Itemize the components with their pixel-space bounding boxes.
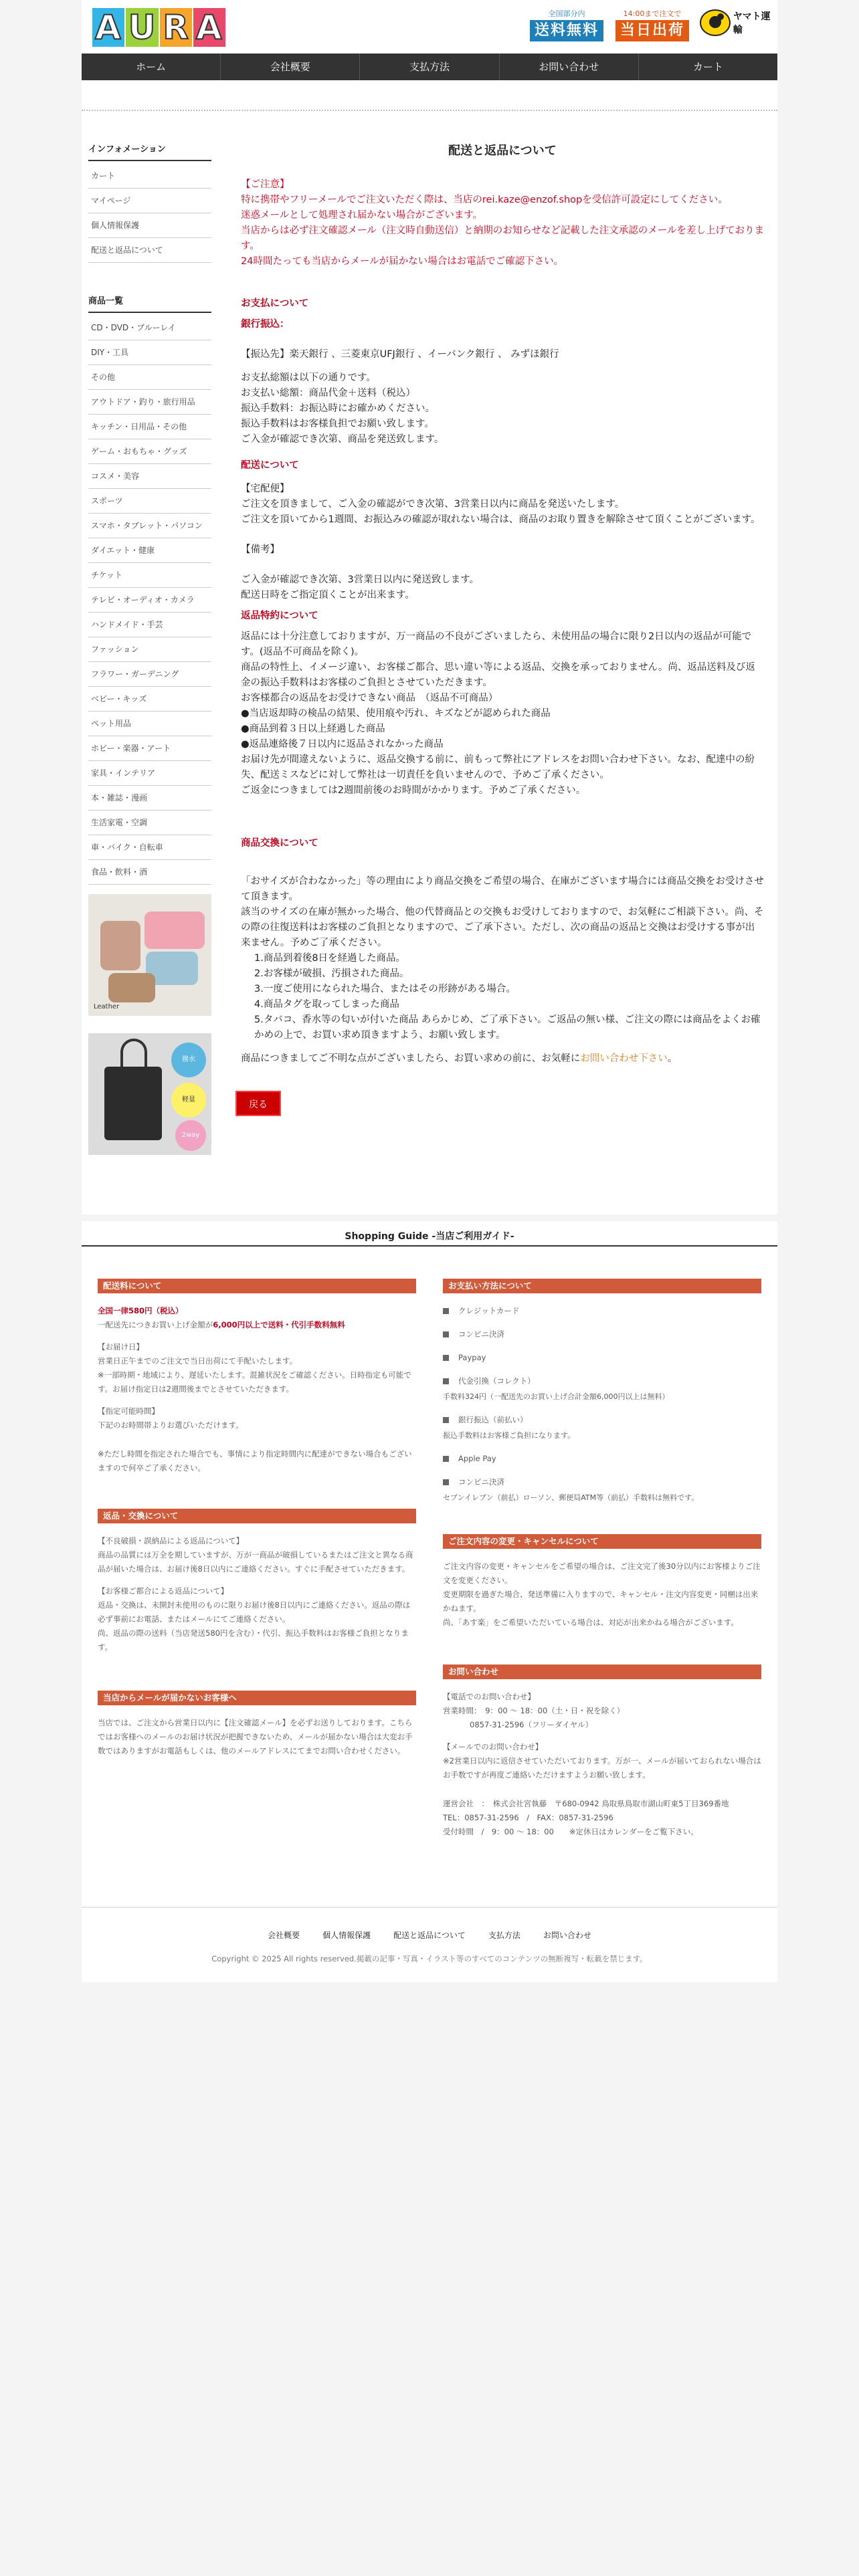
sidebar-item-category[interactable]: ペット用品 [88, 712, 211, 736]
returns-line: ●商品到着３日以上経過した商品 [241, 724, 385, 734]
shipping-line: ご注文を頂きまして、ご入金の確認ができ次第、3営業日以内に商品を発送いたします。 [241, 499, 625, 510]
spacer [241, 1043, 764, 1051]
time-heading: 【指定可能時間】 [98, 1406, 159, 1416]
shipping-rate: 全国一律580円（税込） [98, 1306, 183, 1315]
guide-cancel [443, 1534, 761, 1630]
site-logo[interactable] [92, 8, 225, 47]
back-button[interactable]: 戻る [235, 1091, 281, 1116]
payment-label: Paypay [458, 1353, 486, 1362]
promo-badge: 軽量 [171, 1083, 206, 1117]
phone-number[interactable]: 0857-31-2596（フリーダイヤル） [470, 1720, 593, 1729]
cancel-text: 尚、「あす楽」をご希望いただいている場合は、対応が出来かねる場合がございます。 [443, 1618, 739, 1627]
section-title-payment: お支払について [241, 298, 309, 309]
spacer [443, 1782, 761, 1797]
spacer [241, 798, 764, 825]
tel-fax: TEL：0857-31-2596 / FAX：0857-31-2596 [443, 1813, 613, 1822]
sidebar-item-category[interactable]: チケット [88, 563, 211, 588]
guide-title: Shopping Guide -当店ご利用ガイド- [82, 1229, 777, 1247]
payment-method [443, 1374, 761, 1404]
badge-label: ヤマト運輸 [733, 11, 771, 35]
logo-letter: U [126, 8, 159, 47]
mail-note: ※2営業日以内に返信させていただいております。万が一、メールが届いておられない場合はお手数ですが再度ご連絡いただけますようお願い致します。 [443, 1756, 761, 1780]
spacer [241, 332, 764, 347]
sidebar-item-category[interactable]: 生活家電・空調 [88, 811, 211, 835]
sidebar-item-category[interactable]: スマホ・タブレット・パソコン [88, 514, 211, 538]
badge-caption: 14:00まで注文で [623, 9, 682, 18]
spacer [241, 851, 764, 866]
note-line: ご入金が確認でき次第、3営業日以内に発送致します。 [241, 574, 480, 585]
sidebar-item-category[interactable]: CD・DVD・ブルーレイ [88, 316, 211, 340]
spacer [241, 528, 764, 542]
guide-cancel-title: ご注文内容の変更・キャンセルについて [443, 1534, 761, 1549]
exchange-line: 該当のサイズの在庫が無かった場合、他の代替商品との交換もお受けしておりますので、お気軽にご相談下さい。尚、その際の往復送料はお客様のご負担となりますので、ご了承下さい。ただし、次の商品の返品と交換はお受けする事が出来ません。予めご了承ください。 [241, 907, 764, 948]
exchange-item: 1.商品到着後8日を経過した商品。 [254, 953, 406, 964]
payment-method [443, 1351, 761, 1365]
customer-return-text: 返品・交換は、未開封未使用のものに限りお届け後8日以内にご連絡ください。返品の際は必ず事前にお電話、またはメールにてご連絡ください。 [98, 1600, 411, 1624]
promo-image-pouches[interactable] [88, 894, 211, 1016]
delivery-date-heading: 【お届け日】 [98, 1342, 144, 1352]
notice-line: 当店からは必ず注文確認メール（注文時自動送信）と納期のお知らせなど記載した注文承認のメールを差し上げております。 [241, 225, 764, 251]
payment-label: コンビニ決済 [458, 1477, 504, 1487]
spacer [241, 624, 764, 629]
main-nav [82, 53, 777, 80]
nav-home[interactable]: ホーム [82, 53, 221, 80]
site-header [82, 0, 777, 104]
section-title-exchange: 商品交換について [241, 838, 318, 849]
guide-mail-title: 当店からメールが届かないお客様へ [98, 1691, 416, 1705]
delivery-date-text: 営業日正午までのご注文で当日出荷にて手配いたします。 [98, 1356, 298, 1366]
defect-text: 商品の品質には万全を期していますが、万が一商品が破損しているまたはご注文と異なる商品が届いた場合は、お届け後8日以内にご連絡ください。すぐに手配させていただきます。 [98, 1550, 413, 1574]
section-title-returns: 返品特約について [241, 611, 318, 621]
pouch-shape [100, 921, 140, 970]
sidebar-item-category[interactable]: テレビ・オーディオ・カメラ [88, 588, 211, 613]
contact-link[interactable]: お問い合わせ下さい [580, 1053, 668, 1064]
spacer [241, 825, 764, 836]
spacer [241, 270, 764, 296]
spacer [98, 1576, 416, 1584]
footer-link-shipping[interactable]: 配送と返品について [393, 1931, 466, 1940]
sidebar-item-cart[interactable]: カート [88, 164, 211, 189]
dotted-divider [82, 110, 777, 111]
mail-heading: 【メールでのお問い合わせ】 [443, 1742, 543, 1751]
sidebar [88, 142, 211, 1155]
returns-line: 商品の特性上、イメージ違い、お客様ご都合、思い違い等による返品、交換を承っておりません。尚、返品送料及び返金の振込手数料はお客様のご負担とさせていただきます。 [241, 662, 755, 688]
customer-return-heading: 【お客様ご都合による返品について】 [98, 1586, 229, 1596]
sidebar-item-category[interactable]: 車・バイク・自転車 [88, 835, 211, 860]
bullet-icon [443, 1355, 449, 1361]
payment-method [443, 1452, 761, 1466]
bank-accounts: 【振込先】楽天銀行 、三菱東京UFJ銀行 、イーバンク銀行 、 みずほ銀行 [241, 349, 559, 360]
footer-links [82, 1929, 777, 1941]
company-info: 運営会社 ： 株式会社宮執藤 〒680-0942 鳥取県鳥取市湖山町東5丁目369番地 [443, 1799, 729, 1808]
spacer [88, 263, 211, 294]
note-title: 【備考】 [241, 544, 280, 555]
guide-right-column [443, 1279, 761, 1862]
spacer [241, 558, 764, 572]
yamato-badge [700, 9, 777, 36]
spacer [241, 866, 764, 874]
badge-label: 当日出荷 [615, 20, 689, 41]
spacer [241, 473, 764, 481]
same-day-badge [614, 9, 690, 41]
convenience-note: セブンイレブン（前払）ローソン、郵便局ATM等（前払）手数料は無料です。 [443, 1493, 699, 1502]
spacer [241, 447, 764, 458]
payment-method [443, 1327, 761, 1341]
sidebar-item-category[interactable]: フラワー・ガーデニング [88, 662, 211, 687]
payment-label: 銀行振込（前払い） [458, 1415, 528, 1424]
delivery-date-text: ※一部時期・地域により、遅延いたします。混雑状況をご確認ください。日時指定も可能です。お届け指定日は2週間後までとさせていただきます。 [98, 1370, 411, 1394]
sidebar-item-category[interactable]: ファッション [88, 637, 211, 662]
bullet-icon [443, 1479, 449, 1485]
sidebar-category-title: 商品一覧 [88, 294, 211, 313]
notice-line: 【ご注意】 [241, 179, 290, 190]
bullet-icon [443, 1308, 449, 1314]
badge-caption: 全国部分内 [548, 9, 585, 18]
sidebar-item-category[interactable]: コスメ・美容 [88, 464, 211, 489]
sidebar-item-category[interactable]: 食品・飲料・酒 [88, 860, 211, 885]
exchange-line: 「おサイズが合わなかった」等の理由により商品交換をご希望の場合、在庫がございます場合には商品交換をお受けさせて頂きます。 [241, 876, 764, 902]
payment-label: コンビニ決済 [458, 1329, 504, 1339]
sidebar-item-category[interactable]: ホビー・楽器・アート [88, 736, 211, 761]
site-footer [82, 1907, 777, 1982]
customer-return-text: 尚、返品の際の送料（当店発送580円を含む）・代引、振込手数料はお客様ご負担となります。 [98, 1628, 409, 1652]
phone-hours: 営業時間： 9：00 ～ 18：00（土・日・祝を除く） [443, 1706, 625, 1715]
payment-method [443, 1475, 761, 1505]
footer-link-privacy[interactable]: 個人情報保護 [322, 1931, 371, 1940]
defect-heading: 【不良破損・誤納品による返品について】 [98, 1536, 244, 1545]
payment-method [443, 1413, 761, 1442]
guide-shipping-title: 配送料について [98, 1279, 416, 1293]
payment-label: 代金引換（コレクト） [458, 1376, 535, 1386]
main-area [82, 104, 777, 1214]
bullet-icon [443, 1456, 449, 1462]
bag-shape [104, 1067, 162, 1140]
business-hours: 受付時間 / 9：00 ～ 18：00 ※定休日はカレンダーをご覧下さい。 [443, 1827, 698, 1836]
returns-line: ご返金につきましては2週間前後のお時間がかかります。予めご了承ください。 [241, 785, 586, 796]
shopping-guide [82, 1221, 777, 1906]
mail-text: 当店では、ご注文から営業日以内に【注文確認メール】を必ずお送りしております。こちらではお客様へのメールのお届け状況が把握できないため、メールが届かない場合は大変お手数ではありますがお電話もしくは、他のメールアドレスにてまでお問い合わせください。 [98, 1718, 413, 1755]
sidebar-item-privacy[interactable]: 個人情報保護 [88, 213, 211, 238]
guide-shipping [98, 1279, 416, 1475]
cancel-text: 変更期限を過ぎた場合、発送準備に入りますので、キャンセル・注文内容変更・同梱は出来かねます。 [443, 1590, 759, 1613]
sidebar-item-category[interactable]: 本・雑誌・漫画 [88, 786, 211, 811]
payment-line: お支払い総額：商品代金＋送料（税込） [241, 388, 415, 399]
sidebar-item-category[interactable]: ハンドメイド・手芸 [88, 613, 211, 637]
notice-line: 特に携帯やフリーメールでご注文いただく際は、当店のrei.kaze@enzof.shopを受信許可設定にしてください。 [241, 195, 728, 205]
payment-label: Apple Pay [458, 1454, 496, 1463]
guide-payment [443, 1279, 761, 1505]
nav-payment[interactable]: 支払方法 [360, 53, 499, 80]
nav-cart[interactable]: カート [692, 61, 723, 73]
content [241, 143, 764, 1116]
sidebar-item-category[interactable]: ゲーム・おもちゃ・グッズ [88, 439, 211, 464]
exchange-item: 4.商品タグを取ってしまった商品 [254, 999, 399, 1010]
sidebar-item-shipping[interactable]: 配送と返品について [88, 238, 211, 263]
footer-link-payment[interactable]: 支払方法 [488, 1931, 520, 1940]
sidebar-item-category[interactable]: スポーツ [88, 489, 211, 514]
sidebar-item-category[interactable]: ダイエット・健康 [88, 538, 211, 563]
promo-caption: Leather [94, 1003, 120, 1010]
nav-contact[interactable]: お問い合わせ [500, 53, 639, 80]
cancel-text: ご注文内容の変更・キャンセルをご希望の場合は、ご注文完了後30分以内にお客様よりご注文を変更ください。 [443, 1562, 761, 1585]
text: 一配送先につきお買い上げ金額が [98, 1320, 213, 1329]
shipping-line: ご注文を頂いてから1週間、お振込みの確認が取れない場合は、商品のお取り置きを解除させて頂くことがございます。 [241, 514, 761, 525]
payment-line: ご入金が確認でき次第、商品を発送致します。 [241, 434, 444, 445]
sidebar-item-mypage[interactable]: マイページ [88, 189, 211, 213]
free-shipping-line [98, 1318, 416, 1332]
nav-company[interactable]: 会社概要 [221, 53, 360, 80]
exchange-item: 2.お客様が破損、汚損された商品。 [254, 968, 409, 979]
guide-mail [98, 1691, 416, 1758]
sidebar-item-category[interactable]: DIY・工具 [88, 340, 211, 365]
guide-returns-title: 返品・交換について [98, 1509, 416, 1523]
spacer [241, 362, 764, 370]
closing-line [241, 1051, 764, 1067]
sidebar-item-category[interactable]: キッチン・日用品・その他 [88, 415, 211, 439]
sidebar-info-list [88, 164, 211, 263]
payment-line: お支払総額は以下の通りです。 [241, 372, 376, 383]
logo-letter: A [193, 8, 225, 47]
guide-contact-title: お問い合わせ [443, 1665, 761, 1679]
spacer [98, 1432, 416, 1447]
sidebar-item-category[interactable]: ベビー・キッズ [88, 687, 211, 712]
promo-badge: 2way [175, 1120, 206, 1151]
payment-line: 振込手数料はお客様負担でお願い致します。 [241, 419, 434, 429]
exchange-item: 5.タバコ、香水等の匂いが付いた商品 あらかじめ、ご了承下さい。ご返品の無い様、ご注文の際には商品をよくお確かめの上で、お買い求め頂きますよう、お願い致します。 [254, 1014, 761, 1041]
returns-line: ●返品連絡後７日以内に返品されなかった商品 [241, 739, 444, 750]
guide-left-column [98, 1279, 416, 1781]
logo-letter: R [160, 8, 192, 47]
footer-link-contact[interactable]: お問い合わせ [543, 1931, 591, 1940]
spacer [241, 312, 764, 317]
free-shipping-badge [529, 9, 605, 41]
returns-line: 返品には十分注意しておりますが、万一商品の不良がございましたら、未使用品の場合に限り2日以内の返品が可能です。(返品不可商品を除く)。 [241, 631, 752, 657]
shipping-line: 【宅配便】 [241, 484, 290, 494]
notice-block [241, 177, 764, 270]
returns-line: お客様都合の返品をお受けできない商品 （返品不可商品） [241, 693, 498, 704]
bullet-icon [443, 1331, 449, 1337]
guide-payment-title: お支払い方法について [443, 1279, 761, 1293]
pouch-shape [108, 973, 155, 1002]
black-cat-icon [700, 9, 731, 36]
phone-heading: 【電話でのお問い合わせ】 [443, 1692, 535, 1701]
promo-image-bag[interactable] [88, 1033, 211, 1155]
sidebar-item-category[interactable]: その他 [88, 365, 211, 390]
promo-badge: 撥水 [171, 1043, 206, 1077]
guide-contact [443, 1665, 761, 1839]
section-subtitle-bank: 銀行振込： [241, 319, 290, 330]
sidebar-info-title: インフォメーション [88, 142, 211, 161]
spacer [98, 1332, 416, 1340]
guide-returns [98, 1509, 416, 1654]
pouch-shape [145, 911, 205, 949]
sidebar-item-category[interactable]: 家具・インテリア [88, 761, 211, 786]
exchange-exclusions [241, 951, 764, 1043]
closing-text: 商品につきましてご不明な点がございましたら、お買い求めの前に、お気軽に [241, 1053, 581, 1064]
exchange-item: 3.一度ご使用になられた場合、またはその形跡がある場合。 [254, 984, 516, 994]
payment-method-list [443, 1304, 761, 1505]
spacer [241, 603, 764, 609]
note-line: 配送日時をご指定頂くことが出来ます。 [241, 590, 415, 601]
notice-line: 迷惑メールとして処理され届かない場合がございます。 [241, 210, 483, 221]
payment-line: 振込手数料：お振込時にお確かめください。 [241, 403, 435, 414]
bank-note: 振込手数料はお客様ご負担になります。 [443, 1431, 575, 1440]
section-title-shipping: 配送について [241, 460, 299, 471]
notice-line: 24時間たっても当店からメールが届かない場合はお電話でご確認下さい。 [241, 256, 564, 267]
spacer [443, 1732, 761, 1740]
free-shipping-threshold: 6,000円以上で送料・代引手数料無料 [213, 1320, 345, 1329]
sidebar-item-category[interactable]: アウトドア・釣り・旅行用品 [88, 390, 211, 415]
cod-note: 手数料324円（一配送先のお買い上げ合計金額6,000円以上は無料） [443, 1392, 670, 1401]
returns-line: ●当店返却時の検品の結果、使用痕や汚れ、キズなどが認められた商品 [241, 708, 551, 719]
bullet-icon [443, 1417, 449, 1423]
copyright: Copyright © 2025 All rights reserved.掲載の記事・写真・イラスト等のすべてのコンテンツの無断複写・転載を禁じます。 [211, 1954, 648, 1963]
payment-method [443, 1304, 761, 1318]
header-badges [529, 9, 777, 41]
badge-label: 送料無料 [530, 20, 603, 41]
closing-text: 。 [667, 1053, 678, 1064]
bullet-icon [443, 1378, 449, 1384]
spacer [98, 1396, 416, 1404]
time-text: 下記のお時間帯よりお選びいただけます。 [98, 1420, 244, 1430]
page-title: 配送と返品について [448, 144, 557, 158]
logo-letter: A [92, 8, 124, 47]
payment-label: クレジットカード [458, 1306, 520, 1315]
footer-link-company[interactable]: 会社概要 [268, 1931, 300, 1940]
sidebar-category-list [88, 316, 211, 885]
returns-line: お届け先が間違えないように、返品交換する前に、前もって弊社にアドレスをお問い合わせ下さい。なお、配達中の紛失、配送ミスなどに対して弊社は一切責任を負いませんので、予めご了承ください。 [241, 754, 755, 780]
time-note: ※ただし時間を指定された場合でも、事情により指定時間内に配達ができない場合もございますので何卒ご了承ください。 [98, 1449, 412, 1473]
